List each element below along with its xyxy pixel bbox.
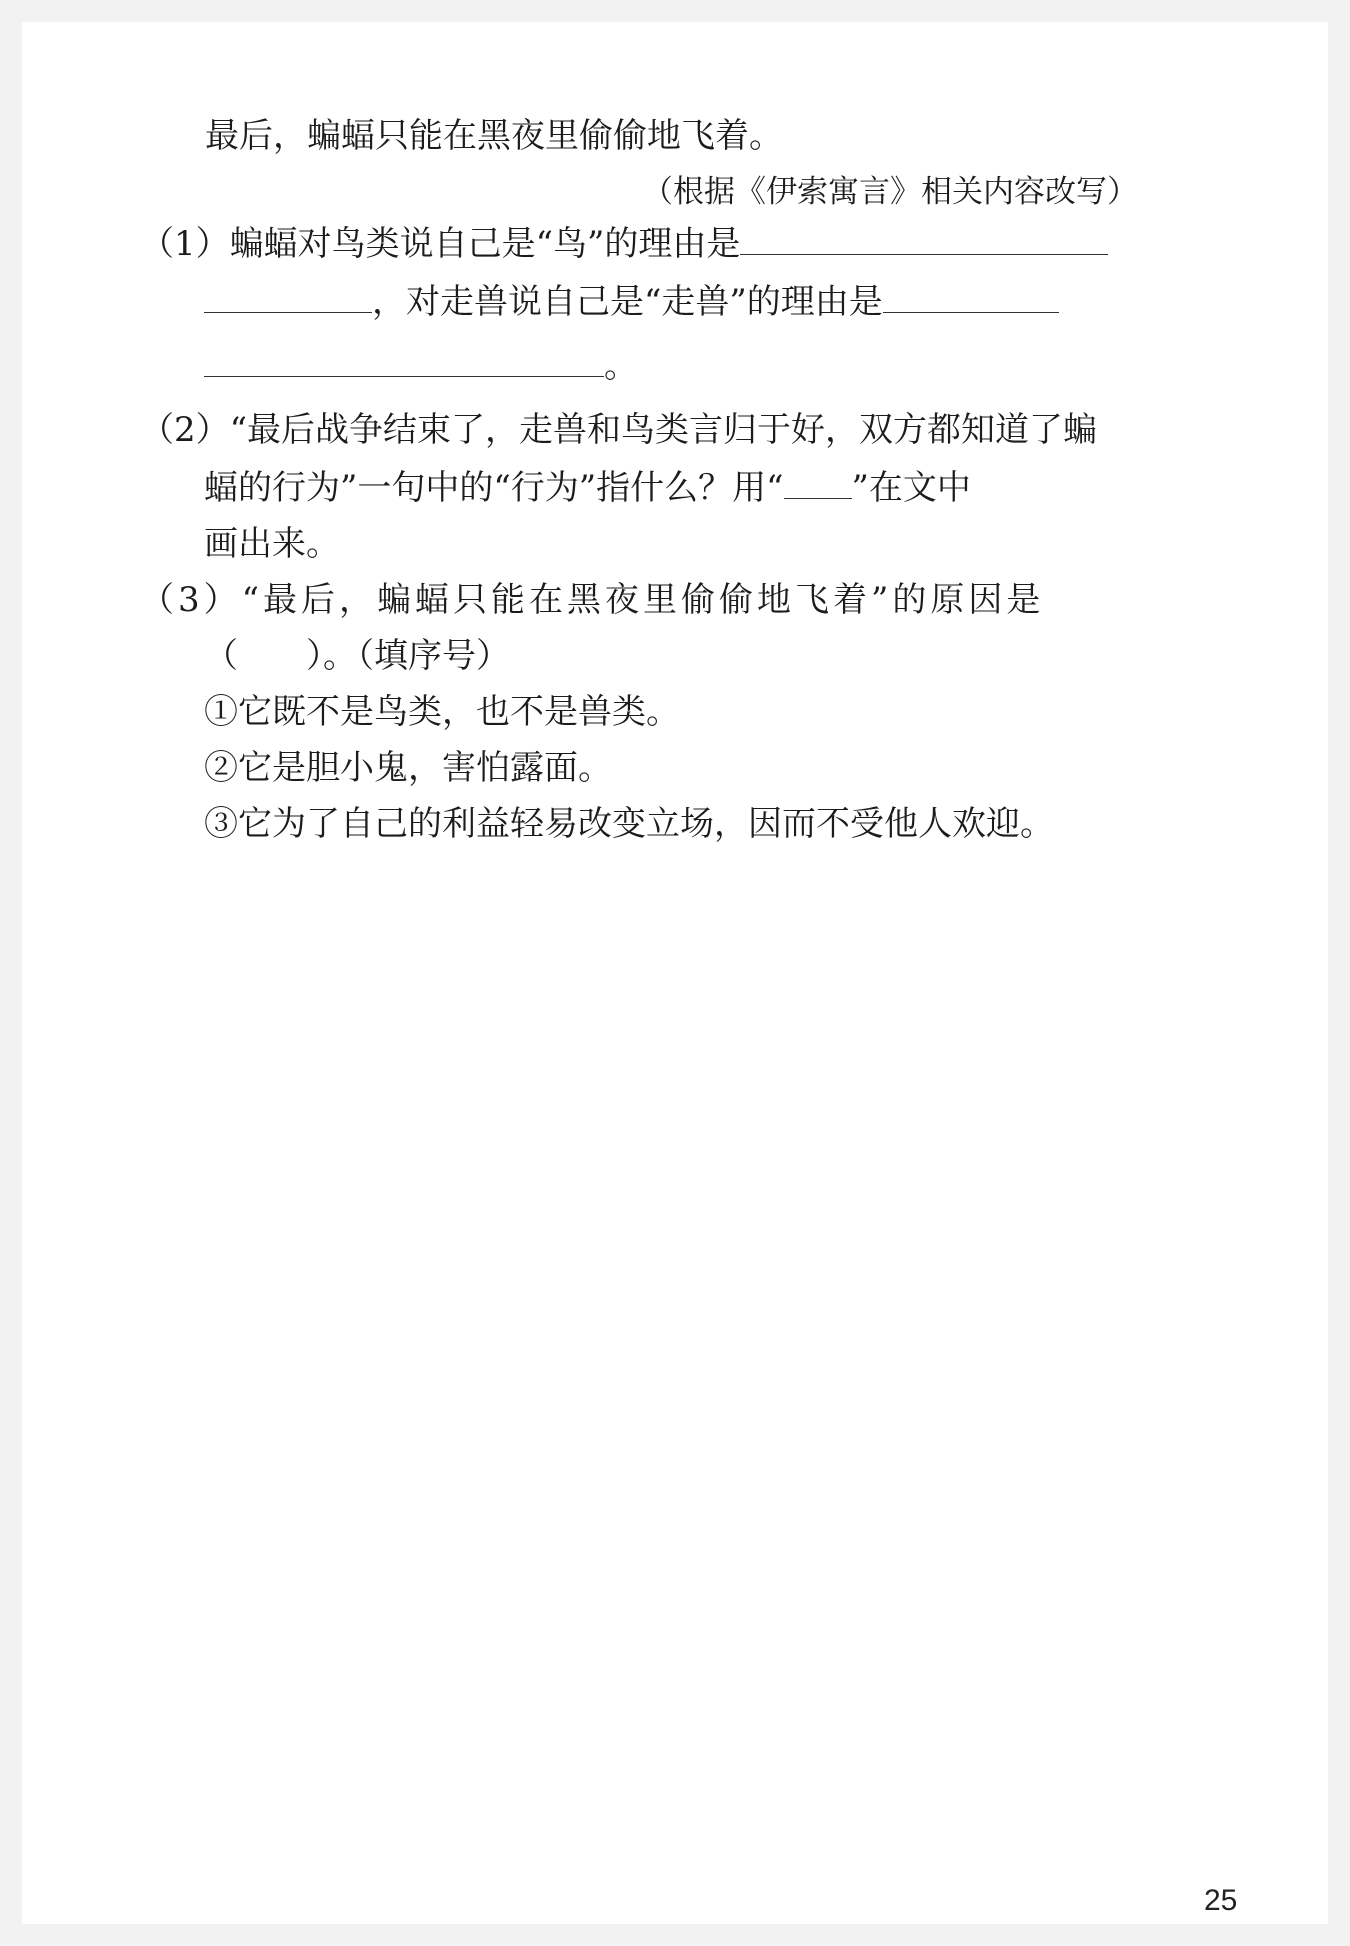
answer-blank-1c[interactable] xyxy=(883,278,1059,313)
answer-blank-1b[interactable] xyxy=(204,278,372,313)
passage-source: （根据《伊索寓言》相关内容改写） xyxy=(642,174,1138,210)
question-2-line-1 xyxy=(140,408,1097,452)
question-2-text-2a: 蝠的行为”一句中的“行为”指什么？用“ xyxy=(204,468,784,508)
question-2-text-2b: ”在文中 xyxy=(851,468,971,508)
underline-symbol xyxy=(784,464,852,499)
question-1-line-1 xyxy=(140,220,1108,266)
question-1-end: 。 xyxy=(604,346,638,386)
question-3-answer-parentheses[interactable]: （ ）。（填序号） xyxy=(204,636,510,676)
question-2-number: （2） xyxy=(140,410,230,450)
question-3-option-2: ②它是胆小鬼，害怕露面。 xyxy=(204,748,612,788)
question-1-line-2 xyxy=(204,278,1059,324)
question-1-text: 蝙蝠对鸟类说自己是“鸟”的理由是 xyxy=(229,224,741,264)
question-3-line-1 xyxy=(140,578,1044,622)
question-3-option-3: ③它为了自己的利益轻易改变立场，因而不受他人欢迎。 xyxy=(204,804,1054,844)
question-3-text: “最后，蝙蝠只能在黑夜里偷偷地飞着”的原因是 xyxy=(241,580,1045,620)
worksheet-page xyxy=(22,22,1328,1924)
question-3-number: （3） xyxy=(140,580,242,620)
question-2-line-3: 画出来。 xyxy=(204,524,340,564)
question-2-line-2 xyxy=(204,464,971,510)
passage-last-line: 最后，蝙蝠只能在黑夜里偷偷地飞着。 xyxy=(205,116,783,156)
answer-blank-1a[interactable] xyxy=(740,220,1108,255)
question-1-number: （1） xyxy=(140,224,230,264)
question-3-option-1: ①它既不是鸟类，也不是兽类。 xyxy=(204,692,680,732)
page-number: 25 xyxy=(1204,1884,1238,1917)
answer-blank-1d[interactable] xyxy=(204,342,604,377)
question-2-text: “最后战争结束了，走兽和鸟类言归于好，双方都知道了蝙 xyxy=(229,410,1098,450)
question-1-line-3 xyxy=(204,342,638,388)
question-1-text-2: ，对走兽说自己是“走兽”的理由是 xyxy=(372,282,883,322)
